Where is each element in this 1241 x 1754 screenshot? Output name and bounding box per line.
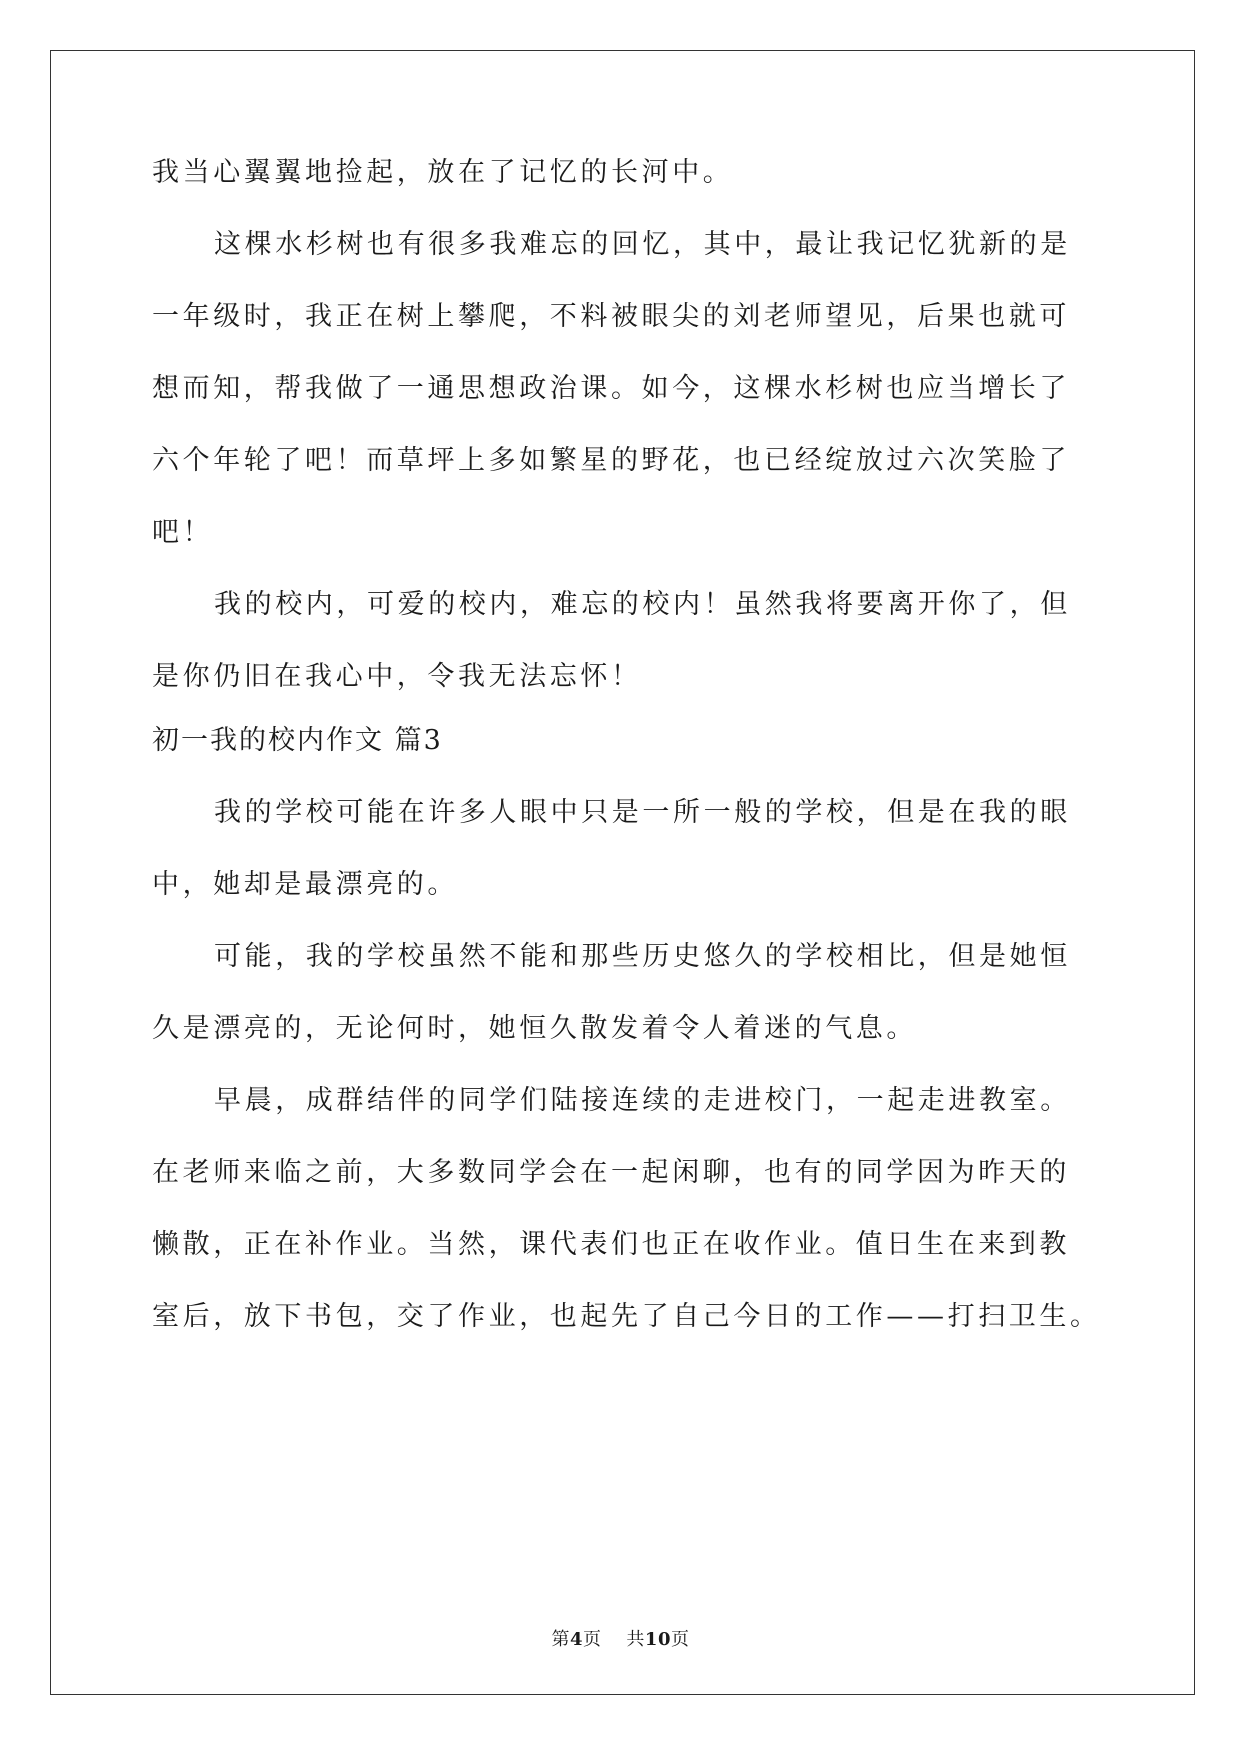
paragraph-line: 一年级时，我正在树上攀爬，不料被眼尖的刘老师望见，后果也就可	[152, 301, 1070, 332]
paragraph-line: 懒散，正在补作业。当然，课代表们也正在收作业。值日生在来到教	[152, 1229, 1070, 1260]
footer-total-prefix: 共	[626, 1629, 645, 1650]
total-page-number: 10	[644, 1629, 671, 1650]
paragraph-line: 久是漂亮的，无论何时，她恒久散发着令人着迷的气息。	[152, 1013, 917, 1044]
paragraph-line: 在老师来临之前，大多数同学会在一起闲聊，也有的同学因为昨天的	[152, 1157, 1070, 1188]
paragraph-line: 这棵水杉树也有很多我难忘的回忆，其中，最让我记忆犹新的是	[214, 229, 1071, 260]
footer-page-suffix: 页	[583, 1629, 602, 1650]
paragraph-line: 六个年轮了吧！而草坪上多如繁星的野花，也已经绽放过六次笑脸了	[152, 445, 1070, 476]
paragraph-line: 早晨，成群结伴的同学们陆接连续的走进校门，一起走进教室。	[214, 1085, 1071, 1116]
current-page-number: 4	[570, 1629, 584, 1650]
paragraph-line: 想而知，帮我做了一通思想政治课。如今，这棵水杉树也应当增长了	[152, 373, 1070, 404]
footer-total-suffix: 页	[670, 1629, 690, 1650]
section-heading: 初一我的校内作文 篇3	[152, 725, 443, 756]
paragraph-line: 我的校内，可爱的校内，难忘的校内！虽然我将要离开你了，但	[214, 589, 1071, 620]
paragraph-line: 室后，放下书包，交了作业，也起先了自己今日的工作——打扫卫生。	[152, 1301, 1101, 1332]
paragraph-line: 我当心翼翼地捡起，放在了记忆的长河中。	[152, 157, 734, 188]
paragraph-line: 是你仍旧在我心中，令我无法忘怀！	[152, 661, 642, 692]
paragraph-line: 中，她却是最漂亮的。	[152, 869, 458, 900]
footer-prefix: 第	[551, 1629, 570, 1650]
paragraph-line: 吧！	[152, 517, 214, 548]
paragraph-line: 我的学校可能在许多人眼中只是一所一般的学校，但是在我的眼	[214, 797, 1071, 828]
page-footer	[0, 1628, 1241, 1652]
paragraph-line: 可能，我的学校虽然不能和那些历史悠久的学校相比，但是她恒	[214, 941, 1071, 972]
